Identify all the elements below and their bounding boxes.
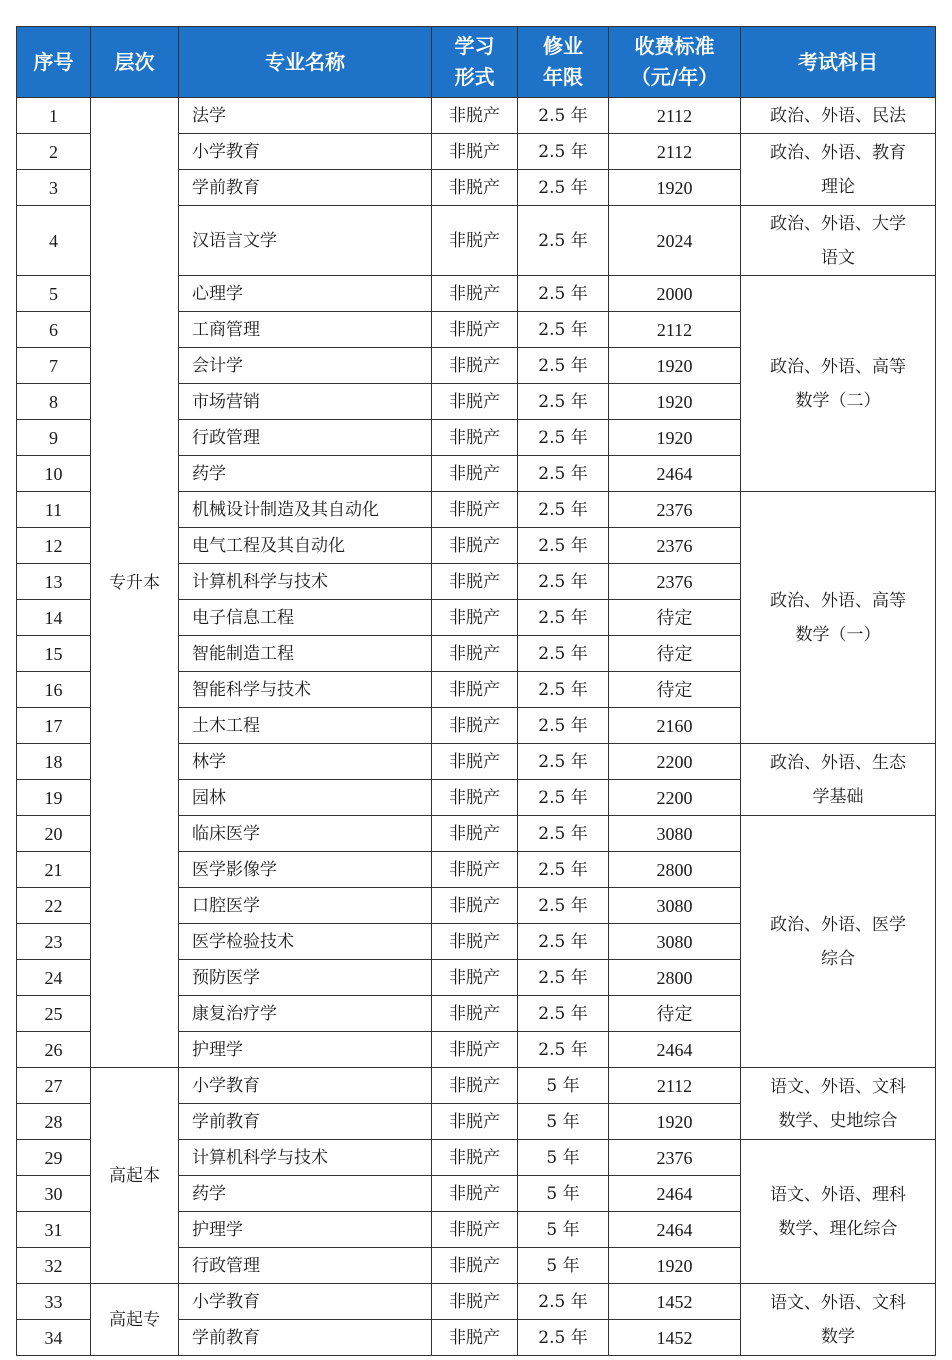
exam-line: 理论: [821, 176, 855, 197]
header-fee-line: （元/年）: [630, 65, 719, 89]
major-name: 小学教育: [179, 1068, 432, 1104]
study-mode: 非脱产: [432, 1320, 518, 1356]
major-name: 口腔医学: [179, 888, 432, 924]
major-name: 计算机科学与技术: [179, 564, 432, 600]
study-mode: 非脱产: [432, 924, 518, 960]
major-name: 会计学: [179, 348, 432, 384]
table-body: [17, 98, 936, 1356]
study-mode: 非脱产: [432, 636, 518, 672]
duration: 2.5 年: [518, 852, 609, 888]
exam-subjects: [741, 492, 936, 744]
duration: 2.5 年: [518, 564, 609, 600]
row-number: 32: [17, 1248, 91, 1284]
row-number: 11: [17, 492, 91, 528]
duration: 2.5 年: [518, 456, 609, 492]
duration: 2.5 年: [518, 492, 609, 528]
row-number: 23: [17, 924, 91, 960]
exam-subjects: [741, 134, 936, 206]
major-name: 工商管理: [179, 312, 432, 348]
study-mode: 非脱产: [432, 816, 518, 852]
study-mode: 非脱产: [432, 98, 518, 134]
fee: 2376: [609, 528, 741, 564]
fee: 1920: [609, 348, 741, 384]
duration: 2.5 年: [518, 996, 609, 1032]
duration: 2.5 年: [518, 348, 609, 384]
exam-subjects: [741, 1284, 936, 1356]
study-mode: 非脱产: [432, 384, 518, 420]
major-name: 法学: [179, 98, 432, 134]
study-mode: 非脱产: [432, 888, 518, 924]
fee: 3080: [609, 888, 741, 924]
study-mode: 非脱产: [432, 1068, 518, 1104]
header-row: [17, 27, 936, 98]
fee: 1452: [609, 1284, 741, 1320]
exam-line: 语文、外语、文科: [770, 1076, 906, 1097]
duration: 2.5 年: [518, 170, 609, 206]
fee: 2160: [609, 708, 741, 744]
row-number: 3: [17, 170, 91, 206]
study-mode: 非脱产: [432, 456, 518, 492]
study-mode: 非脱产: [432, 1248, 518, 1284]
duration: 5 年: [518, 1176, 609, 1212]
header-level: 层次: [91, 27, 179, 98]
fee: 1920: [609, 170, 741, 206]
row-number: 20: [17, 816, 91, 852]
header-fee-line: 收费标准: [634, 34, 715, 58]
row-number: 24: [17, 960, 91, 996]
row-number: 2: [17, 134, 91, 170]
exam-line: 数学（二）: [795, 390, 881, 411]
duration: 2.5 年: [518, 744, 609, 780]
exam-subjects: [741, 276, 936, 492]
exam-line: 语文、外语、理科: [770, 1184, 906, 1205]
exam-subjects: [741, 744, 936, 816]
row-number: 27: [17, 1068, 91, 1104]
level-cell: 专升本: [91, 98, 179, 1068]
duration: 5 年: [518, 1212, 609, 1248]
major-name: 医学检验技术: [179, 924, 432, 960]
exam-subjects: [741, 1140, 936, 1284]
row-number: 14: [17, 600, 91, 636]
fee: 2464: [609, 1176, 741, 1212]
exam-line: 政治、外语、高等: [770, 590, 906, 611]
major-name: 小学教育: [179, 134, 432, 170]
duration: 2.5 年: [518, 98, 609, 134]
duration: 2.5 年: [518, 384, 609, 420]
exam-line: 政治、外语、教育: [770, 142, 906, 163]
fee: 2112: [609, 312, 741, 348]
duration: 5 年: [518, 1104, 609, 1140]
fee: 待定: [609, 600, 741, 636]
header-mode-line: 学习: [454, 34, 495, 58]
duration: 2.5 年: [518, 1032, 609, 1068]
duration: 2.5 年: [518, 960, 609, 996]
header-mode-line: 形式: [454, 65, 495, 89]
duration: 2.5 年: [518, 636, 609, 672]
row-number: 28: [17, 1104, 91, 1140]
duration: 2.5 年: [518, 780, 609, 816]
major-name: 药学: [179, 456, 432, 492]
row-number: 9: [17, 420, 91, 456]
duration: 2.5 年: [518, 276, 609, 312]
duration: 2.5 年: [518, 206, 609, 276]
major-name: 医学影像学: [179, 852, 432, 888]
row-number: 33: [17, 1284, 91, 1320]
study-mode: 非脱产: [432, 420, 518, 456]
exam-line: 综合: [821, 948, 855, 969]
duration: 5 年: [518, 1248, 609, 1284]
row-number: 7: [17, 348, 91, 384]
duration: 2.5 年: [518, 672, 609, 708]
exam-subjects: [741, 206, 936, 276]
fee: 2464: [609, 1032, 741, 1068]
major-name: 护理学: [179, 1032, 432, 1068]
fee: 2464: [609, 1212, 741, 1248]
exam-line: 政治、外语、大学: [770, 213, 906, 234]
major-name: 行政管理: [179, 420, 432, 456]
exam-line: 数学、史地综合: [778, 1110, 898, 1131]
study-mode: 非脱产: [432, 1176, 518, 1212]
major-name: 土木工程: [179, 708, 432, 744]
fee: 2200: [609, 744, 741, 780]
study-mode: 非脱产: [432, 852, 518, 888]
row-number: 19: [17, 780, 91, 816]
row-number: 21: [17, 852, 91, 888]
exam-line: 政治、外语、生态: [770, 752, 906, 773]
header-duration-line: 年限: [543, 65, 583, 89]
row-number: 25: [17, 996, 91, 1032]
duration: 2.5 年: [518, 816, 609, 852]
fee: 2200: [609, 780, 741, 816]
study-mode: 非脱产: [432, 348, 518, 384]
study-mode: 非脱产: [432, 564, 518, 600]
duration: 5 年: [518, 1140, 609, 1176]
row-number: 6: [17, 312, 91, 348]
fee: 3080: [609, 816, 741, 852]
fee: 1920: [609, 420, 741, 456]
duration: 2.5 年: [518, 134, 609, 170]
exam-line: 政治、外语、医学: [770, 914, 906, 935]
row-number: 12: [17, 528, 91, 564]
duration: 2.5 年: [518, 1284, 609, 1320]
row-number: 30: [17, 1176, 91, 1212]
study-mode: 非脱产: [432, 206, 518, 276]
study-mode: 非脱产: [432, 1212, 518, 1248]
major-name: 电子信息工程: [179, 600, 432, 636]
major-name: 园林: [179, 780, 432, 816]
row-number: 26: [17, 1032, 91, 1068]
row-number: 29: [17, 1140, 91, 1176]
major-name: 林学: [179, 744, 432, 780]
exam-line: 学基础: [812, 786, 864, 807]
exam-line: 数学、理化综合: [778, 1218, 898, 1239]
study-mode: 非脱产: [432, 744, 518, 780]
fee: 2000: [609, 276, 741, 312]
major-name: 康复治疗学: [179, 996, 432, 1032]
header-duration-line: 修业: [543, 34, 583, 58]
fee: 2800: [609, 960, 741, 996]
exam-subjects: [741, 98, 936, 134]
duration: 2.5 年: [518, 924, 609, 960]
duration: 2.5 年: [518, 528, 609, 564]
row-number: 13: [17, 564, 91, 600]
header-major: 专业名称: [179, 27, 432, 98]
study-mode: 非脱产: [432, 170, 518, 206]
fee: 3080: [609, 924, 741, 960]
fee: 1452: [609, 1320, 741, 1356]
header-fee: [609, 27, 741, 98]
study-mode: 非脱产: [432, 780, 518, 816]
duration: 2.5 年: [518, 888, 609, 924]
header-no: 序号: [17, 27, 91, 98]
study-mode: 非脱产: [432, 1284, 518, 1320]
major-name: 临床医学: [179, 816, 432, 852]
fee: 1920: [609, 1104, 741, 1140]
row-number: 17: [17, 708, 91, 744]
study-mode: 非脱产: [432, 492, 518, 528]
study-mode: 非脱产: [432, 1104, 518, 1140]
level-cell: 高起本: [91, 1068, 179, 1284]
row-number: 8: [17, 384, 91, 420]
exam-line: 政治、外语、民法: [770, 105, 906, 126]
study-mode: 非脱产: [432, 672, 518, 708]
study-mode: 非脱产: [432, 708, 518, 744]
fee: 2024: [609, 206, 741, 276]
major-name: 计算机科学与技术: [179, 1140, 432, 1176]
row-number: 1: [17, 98, 91, 134]
row-number: 15: [17, 636, 91, 672]
exam-line: 数学: [821, 1326, 855, 1347]
row-number: 22: [17, 888, 91, 924]
fee: 2112: [609, 134, 741, 170]
table-row: [17, 98, 936, 134]
exam-subjects: [741, 1068, 936, 1140]
row-number: 10: [17, 456, 91, 492]
duration: 2.5 年: [518, 600, 609, 636]
fee: 2376: [609, 564, 741, 600]
exam-line: 语文: [821, 247, 855, 268]
major-name: 汉语言文学: [179, 206, 432, 276]
header-duration: [518, 27, 609, 98]
row-number: 4: [17, 206, 91, 276]
major-name: 智能制造工程: [179, 636, 432, 672]
fee: 待定: [609, 672, 741, 708]
level-cell: 高起专: [91, 1284, 179, 1356]
exam-line: 数学（一）: [795, 624, 881, 645]
fee: 2376: [609, 1140, 741, 1176]
table-row: [17, 1284, 936, 1320]
header-mode: [432, 27, 518, 98]
study-mode: 非脱产: [432, 960, 518, 996]
fee: 2112: [609, 98, 741, 134]
major-name: 护理学: [179, 1212, 432, 1248]
fee: 待定: [609, 636, 741, 672]
major-name: 机械设计制造及其自动化: [179, 492, 432, 528]
major-name: 学前教育: [179, 1320, 432, 1356]
study-mode: 非脱产: [432, 600, 518, 636]
major-name: 小学教育: [179, 1284, 432, 1320]
major-name: 学前教育: [179, 170, 432, 206]
row-number: 5: [17, 276, 91, 312]
fee: 2800: [609, 852, 741, 888]
fee: 2112: [609, 1068, 741, 1104]
study-mode: 非脱产: [432, 528, 518, 564]
duration: 2.5 年: [518, 420, 609, 456]
exam-line: 政治、外语、高等: [770, 356, 906, 377]
study-mode: 非脱产: [432, 1032, 518, 1068]
header-exam: 考试科目: [741, 27, 936, 98]
row-number: 34: [17, 1320, 91, 1356]
major-name: 智能科学与技术: [179, 672, 432, 708]
major-name: 电气工程及其自动化: [179, 528, 432, 564]
study-mode: 非脱产: [432, 134, 518, 170]
table-row: [17, 1068, 936, 1104]
fee: 待定: [609, 996, 741, 1032]
major-name: 行政管理: [179, 1248, 432, 1284]
fee: 1920: [609, 384, 741, 420]
major-name: 预防医学: [179, 960, 432, 996]
major-name: 心理学: [179, 276, 432, 312]
row-number: 16: [17, 672, 91, 708]
major-name: 学前教育: [179, 1104, 432, 1140]
study-mode: 非脱产: [432, 996, 518, 1032]
duration: 2.5 年: [518, 312, 609, 348]
exam-subjects: [741, 816, 936, 1068]
duration: 5 年: [518, 1068, 609, 1104]
major-name: 市场营销: [179, 384, 432, 420]
duration: 2.5 年: [518, 1320, 609, 1356]
fee: 1920: [609, 1248, 741, 1284]
fee: 2464: [609, 456, 741, 492]
row-number: 18: [17, 744, 91, 780]
study-mode: 非脱产: [432, 1140, 518, 1176]
duration: 2.5 年: [518, 708, 609, 744]
fee-table: [16, 26, 936, 1356]
study-mode: 非脱产: [432, 312, 518, 348]
study-mode: 非脱产: [432, 276, 518, 312]
exam-line: 语文、外语、文科: [770, 1292, 906, 1313]
row-number: 31: [17, 1212, 91, 1248]
major-name: 药学: [179, 1176, 432, 1212]
fee: 2376: [609, 492, 741, 528]
